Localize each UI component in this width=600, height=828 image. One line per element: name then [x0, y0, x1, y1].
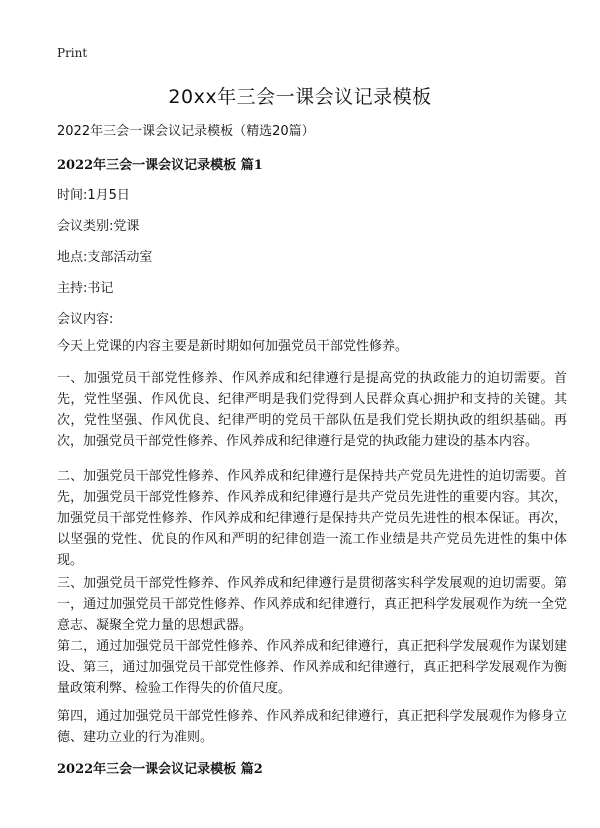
paragraph-1: 一、加强党员干部党性修养、作风养成和纪律遵行是提高党的执政能力的迫切需要。首先，党性坚强、作风优良、纪律严明是我们党得到人民群众真心拥护和支持的关键。其次，党性坚强、作风优良、纪律严明的党员干部队伍是我们党长期执政的组织基础。再次，加强党员干部党性修养、作风养成和纪律遵行是党的执政能力建设的基本内容。: [57, 371, 567, 449]
document-title: 20xx年三会一课会议记录模板: [168, 86, 432, 108]
meeting-category: 会议类别:党课: [57, 219, 140, 234]
section-heading-2: 2022年三会一课会议记录模板 篇2: [57, 762, 263, 777]
meeting-content-label: 会议内容:: [57, 312, 114, 327]
paragraph-3: 三、加强党员干部党性修养、作风养成和纪律遵行是贯彻落实科学发展观的迫切需要。第一，通过加强党员干部党性修养、作风养成和纪律遵行，真正把科学发展观作为统一全党意志、凝聚全党力量的思想武器。: [57, 576, 567, 633]
intro-paragraph: 今天上党课的内容主要是新时期如何加强党员干部党性修养。: [57, 339, 409, 354]
meeting-time: 时间:1月5日: [57, 188, 130, 203]
paragraph-5: 第四，通过加强党员干部党性修养、作风养成和纪律遵行，真正把科学发展观作为修身立德、建功立业的行为准则。: [57, 709, 567, 745]
meeting-location: 地点:支部活动室: [57, 250, 153, 265]
print-label[interactable]: Print: [57, 46, 88, 60]
document-subtitle: 2022年三会一课会议记录模板（精选20篇）: [57, 124, 315, 139]
paragraph-2: 二、加强党员干部党性修养、作风养成和纪律遵行是保持共产党员先进性的迫切需要。首先，加强党员干部党性修养、作风养成和纪律遵行是共产党员先进性的重要内容。其次，加强党员干部党性修养、作风养成和纪律遵行是保持共产党员先进性的根本保证。再次，以坚强的党性、优良的作风和严明的纪律创造一流工作业绩是共产党员先进性的集中体现。: [57, 469, 567, 568]
section-heading-1: 2022年三会一课会议记录模板 篇1: [57, 158, 263, 173]
paragraph-4: 第二，通过加强党员干部党性修养、作风养成和纪律遵行，真正把科学发展观作为谋划建设、第三，通过加强党员干部党性修养、作风养成和纪律遵行，真正把科学发展观作为衡量政策利弊、检验工作得失的价值尺度。: [57, 639, 567, 696]
meeting-host: 主持:书记: [57, 281, 114, 296]
